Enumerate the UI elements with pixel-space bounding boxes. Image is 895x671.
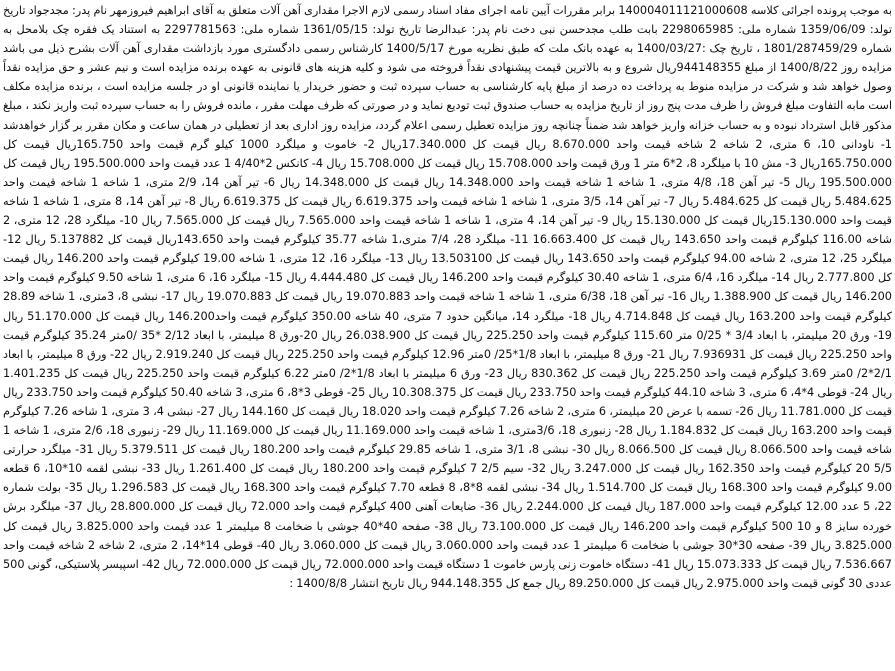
auction-notice-text: به موجب پرونده اجرائی کلاسه 140004011121000608 برابر مقررات آیین نامه اجرای مفاد اسناد رسمی لازم الاجرا مقداری آهن آلات متعلق به آقای ابراهیم فیروزمهر نام پدر: مجدجواد تاریخ تولد: 1359/06/09 شماره ملی: 2298065985 بابت طلب مجدحسن نبی دخت نام پدر: عبدالرضا تاریخ تولد: 1361/05/15 شماره ملی: 2297781563 به استناد یک فقره چک بلامحل به شماره 1801/287459/29 ، تاریخ چک :1400/03/27 به عهده بانک ملت که طبق نظریه مورخ 1400/5/17 کارشناس رسمی دادگستری مورد بازداشت مقداری آهن آلات بشرح ذیل می باشد مزایده روز 1400/8/22 از مبلغ 944148355ریال شروع و به بالاترین قیمت پیشنهادی نقداً فروخته می شود و کلیه هزینه های قانونی به عهده برنده مزایده است و نیم عشر و حق مزایده نقداً وصول خواهد شد و شرکت در مزایده منوط به پرداخت ده درصد از مبلغ پایه کارشناسی به حساب سپرده ثبت و حضور خریدار یا نماینده قانونی او در جلسه مزایده است ، برنده مزایده مکلف است مابه التفاوت مبلغ فروش را ظرف مدت پنج روز از تاریخ مزایده به حساب صندوق ثبت تودیع نماید و در صورتی که ظرف مهلت مقرر ، مانده فروش را به حساب سپرده ثبت واریز نکند ، مبلغ مذکور قابل استرداد نبوده و به حساب خزانه واریز خواهد شد ضمناً چنانچه روز مزایده تعطیل رسمی اعلام گردد، مزایده روز اداری بعد از تعطیلی در همان ساعت و مکان مقرر بر گزار خواهدشد 1- ناودانی 10، 6 متری، 2 شاخه 2 شاخه قیمت واحد 8.670.000 ریال قیمت کل 17.340.000ریال 2- خاموت و میلگرد 1000 کیلو گرم قیمت واحد 165.750ریال قیمت کل 165.750.000ریال 3- مش 10 با میلگرد 8، 2*6 متر 1 ورق قیمت واحد 15.708.000 ریال قیمت کل 15.708.000 ریال 4- کانکس 2*4/40 1 عدد قیمت واحد 195.500.000 ریال قیمت کل 195.500.000 ریال 5- تیر آهن 18، 4/8 متری، 1 شاخه 1 شاخه قیمت واحد 14.348.000 ریال قیمت کل 14.348.000 ریال 6- تیر آهن 14، 2/9 متری، 1 شاخه 1 شاخه قیمت واحد 5.484.625 ریال قیمت کل 5.484.625 ریال 7- تیر آهن 14، 3/5 متری، 1 شاخه 1 شاخه قیمت واحد 6.619.375 ریال قیمت کل 6.619.375 ریال 8- تیر آهن 14، 8 متری، 1 شاخه 1 شاخه قیمت واحد 15.130.000ریال قیمت کل 15.130.000 ریال 9- تیر آهن 14، 4 متری، 1 شاخه 1 شاخه قیمت واحد 7.565.000 ریال قیمت کل 7.565.000 ریال 10- میلگرد 28، 12 متری، 2 شاخه 116.00 کیلوگرم قیمت واحد 143.650 ریال قیمت کل 16.663.400 11- میلگرد 28، 7/4 متری،1 شاخه 35.77 کیلوگرم قیمت واحد 143.650ریال قیمت کل 5.137882 ریال 12- میلگرد 25، 12 متری، 2 شاخه 94.00 کیلوگرم قیمت واحد 143.650 ریال قیمت کل 13.503100 ریال 13- میلگرد 16، 12 متری، 1 شاخه 19.00 کیلوگرم قیمت واحد 146.200 ریال قیمت کل 2.777.800 ریال 14- میلگرد 16، 6/4 متری، 1 شاخه 30.40 کیلوگرم قیمت واحد 146.200 ریال قیمت کل 4.444.480 ریال 15- میلگرد 16، 6 متری، 1 شاخه 9.50 کیلوگرم قیمت واحد 146.200 ریال قیمت کل 1.388.900 ریال 16- تیر آهن 18، 6/38 متری، 1 شاخه 1 شاخه قیمت واحد 19.070.883 ریال قیمت کل 19.070.883 ریال 17- نبشی 8، 3متری، 1 شاخه 28.89 کیلوگرم قیمت واحد 163.200 ریال قیمت کل 4.714.848 ریال 18- میلگرد 14، میانگین حدود 7 متری، 40 شاخه 350.00 کیلوگرم قیمت واحد146.200 ریال قیمت کل 51.170.000 ریال 19- ورق 20 میلیمتر، با ابعاد 3/4 * 0/25 متر 115.60 کیلوگرم قیمت واحد 225.250 ریال قیمت کل 26.038.900 ریال 20-ورق 8 میلیمتر، با ابعاد 2/12 *35 /0متر 35.24 کیلوگرم قیمت واحد 225.250 ریال قیمت کل 7.936931 ریال 21- ورق 8 میلیمتر، با ابعاد 1/8*25/ 0متر 12.96 کیلوگرم قیمت واحد 225.250 ریال قیمت کل 2.919.240 ریال 22- ورق 8 میلیمتر، با ابعاد 2/1*2/ 0متر 3.69 کیلوگرم قیمت واحد 225.250 ریال قیمت کل 830.362 ریال 23- ورق 6 میلیمتر با ابعاد 1/8*2/ 0متر 6.22 کیلوگرم قیمت واحد 225.250 ریال قیمت کل 1.401.235 ریال 24- قوطی 4*4، 6 متری، 3 شاخه 44.10 کیلوگرم قیمت واحد 233.750 ریال قیمت کل 10.308.375 ریال 25- قوطی 3*8، 6 متری، 3 شاخه 50.40 کیلوگرم قیمت واحد 233.750 ریال قیمت کل 11.781.000 ریال 26- تسمه با عرض 20 میلیمتر، 6 متری، 2 شاخه 7.26 کیلوگرم قیمت واحد 18.020 ریال قیمت کل 144.160 ریال 27- نبشی 4، 3 متری، 1 شاخه 7.26 کیلوگرم قیمت واحد 163.200 ریال قیمت کل 1.184.832 ریال 28- زنبوری 18، 3/6متری، 1 شاخه قیمت واحد 11.169.000 ریال قیمت کل 11.169.000 ریال 29- زنبوری 18، 2/6 متری، 1 شاخه 1 شاخه قیمت واحد 8.066.500 ریال قیمت کل 8.066.500 ریال 30- نبشی 8، 3/1 متری، 1 شاخه 29.85 کیلوگرم قیمت واحد 180.200 ریال قیمت کل 5.379.511 ریال 31- میلگرد حرارتی 5/5 20 کیلوگرم قیمت واحد 162.350 ریال قیمت کل 3.247.000 ریال 32- سیم 2/5 7 کیلوگرم قیمت واحد 180.200 ریال قیمت کل 1.261.400 ریال 33- نبشی لقمه 10*10، 6 قطعه 9.00 کیلوگرم قیمت واحد 168.300 ریال قیمت کل 1.514.700 ریال 34- نبشی لقمه 8*8، 8 قطعه 7.70 کیلوگرم قیمت واحد 168.300 ریال قیمت کل 1.296.583 ریال 35- بولت شماره 22، 5 عدد 12.00 کیلوگرم قیمت واحد 187.000 ریال قیمت کل 2.244.000 ریال 36- ضایعات آهنی 400 کیلوگرم قیمت واحد 72.000 ریال قیمت کل 28.800.000 ریال 37- میلگرد برش خورده سایز 8 و 10 500 کیلوگرم قیمت واحد 146.200 ریال قیمت کل 73.100.000 ریال 38- صفحه 40*40 جوشی با ضخامت 8 میلیمتر 1 عدد قیمت واحد 3.825.000 ریال قیمت کل 3.825.000 ریال 39- صفحه 30*30 جوشی با ضخامت 6 میلیمتر 1 عدد قیمت واحد 3.060.000 ریال قیمت کل 3.060.000 ریال 40- قوطی 14*14، 2 متری، 2 شاخه 2 شاخه قیمت واحد 7.536.667 ریال قیمت کل 15.073.333 ریال 41- دستگاه خاموت زنی پارس خاموت 1 دستگاه قیمت واحد 72.000.000 ریال قیمت کل 72.000.000 ریال 42- اسپیسر پلاستیکی، گونی 500 عددی 30 گونی قیمت واحد 2.975.000 ریال قیمت کل 89.250.000 ریال جمع کل 944.148.355 ریال تاریخ انتشار 1400/8/8 :	[3, 4, 892, 590]
